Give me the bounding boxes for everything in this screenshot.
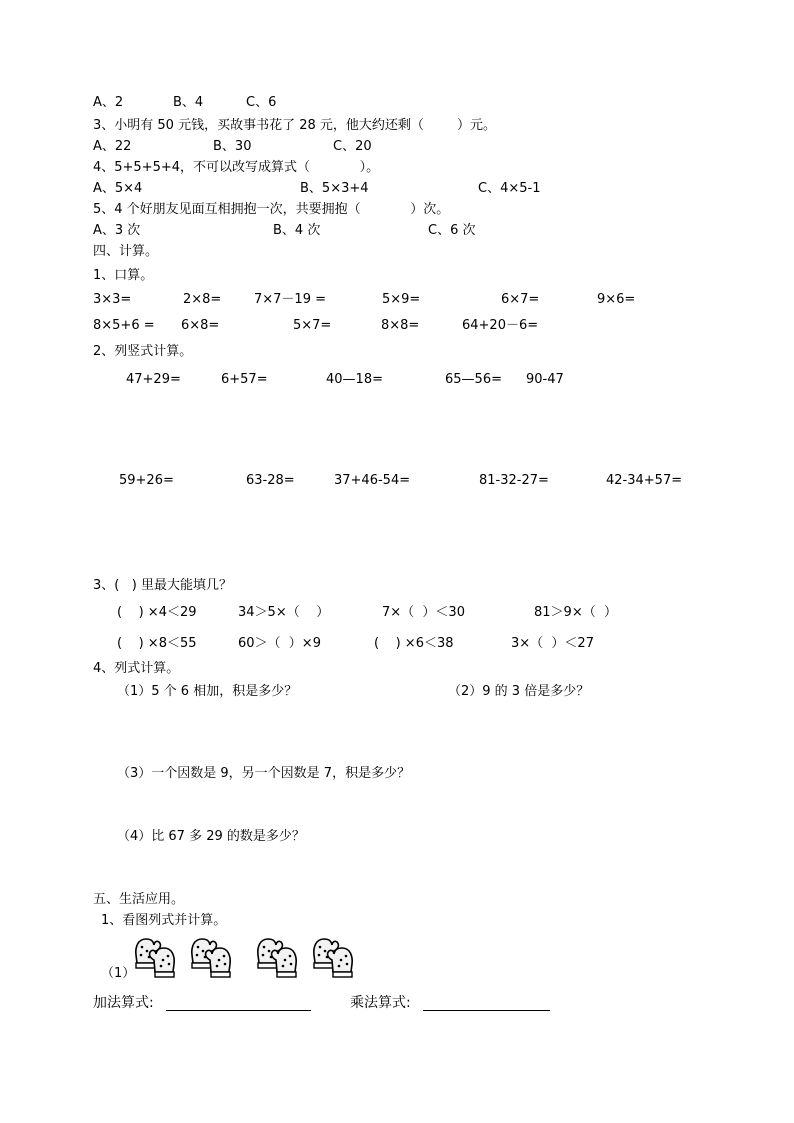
multiplication-answer-line [423,1010,550,1011]
oral-problem: 7×7－19 = [254,292,327,307]
vertical-problem: 59+26= [119,473,174,488]
vertical-problem: 65—56= [445,372,502,387]
question-3-stem: 3、小明有 50 元钱，买故事书花了 28 元，他大约还剩（ ）元。 [93,118,496,133]
vertical-problem: 6+57= [221,372,268,387]
picture-problem-label: （1） [101,966,136,981]
mitten-pair-icon [254,936,304,984]
oral-problem: 3×3= [93,292,132,307]
oral-problem: 5×9= [382,292,421,307]
oral-problem: 8×8= [381,318,420,333]
option-b: B、4 次 [273,223,321,238]
option-b: B、30 [213,139,252,154]
option-a: A、5×4 [93,181,143,196]
oral-problem: 8×5+6 = [93,318,155,333]
oral-problem: 9×6= [597,292,636,307]
vertical-calc-title: 2、列竖式计算。 [93,344,193,359]
fill-in-problem: ( ) ×4＜29 [117,605,197,620]
word-problem-2: （2）9 的 3 倍是多少？ [448,684,590,699]
question-5-stem: 5、4 个好朋友见面互相拥抱一次，共要拥抱（ ）次。 [93,202,450,217]
fill-in-problem: 34＞5×（ ） [238,605,330,620]
vertical-problem: 37+46-54= [334,473,411,488]
section-5-title: 五、生活应用。 [93,892,185,907]
option-b: B、5×3+4 [300,181,369,196]
oral-problem: 64+20－6= [462,318,539,333]
question-4-stem: 4、5+5+5+4，不可以改写成算式（ ）。 [93,160,380,175]
oral-problem: 6×8= [181,318,220,333]
option-a: A、3 次 [93,223,141,238]
option-c: C、4×5-1 [478,181,541,196]
word-problem-1: （1）5 个 6 相加，积是多少？ [117,684,298,699]
vertical-problem: 40—18= [326,372,383,387]
vertical-problem: 90-47 [526,372,564,387]
vertical-problem: 81-32-27= [479,473,549,488]
option-c: C、6 [246,95,277,110]
fill-in-problem: 81＞9×（ ） [534,605,617,620]
oral-problem: 5×7= [293,318,332,333]
addition-label: 加法算式: [93,995,154,1011]
option-b: B、4 [173,95,204,110]
word-problems-title: 4、列式计算。 [93,661,180,676]
multiplication-label: 乘法算式: [350,995,411,1011]
section-4-title: 四、计算。 [93,244,159,259]
oral-problem: 2×8= [183,292,222,307]
word-problem-3: （3）一个因数是 9，另一个因数是 7，积是多少？ [117,766,411,781]
vertical-problem: 63-28= [246,473,295,488]
oral-problem: 6×7= [501,292,540,307]
oral-calc-title: 1、口算。 [93,268,154,283]
option-c: C、6 次 [428,223,476,238]
fill-in-problem: ( ) ×6＜38 [374,636,454,651]
word-problem-4: （4）比 67 多 29 的数是多少？ [117,829,305,844]
fill-in-problem: ( ) ×8＜55 [117,636,197,651]
fill-in-problem: 7×（ ）＜30 [382,605,465,620]
vertical-problem: 47+29= [126,372,181,387]
mitten-pair-icon [132,936,182,984]
option-c: C、20 [333,139,372,154]
fill-in-problem: 3×（ ）＜27 [511,636,594,651]
option-a: A、22 [93,139,132,154]
mitten-picture [132,936,362,980]
fill-in-title: 3、( ) 里最大能填几？ [93,578,232,593]
addition-answer-line [166,1010,311,1011]
mitten-pair-icon [310,936,360,984]
fill-in-problem: 60＞（ ）×9 [238,636,321,651]
mitten-pair-icon [188,936,238,984]
vertical-problem: 42-34+57= [606,473,683,488]
option-a: A、2 [93,95,124,110]
picture-problem-title: 1、看图列式并计算。 [101,913,227,928]
